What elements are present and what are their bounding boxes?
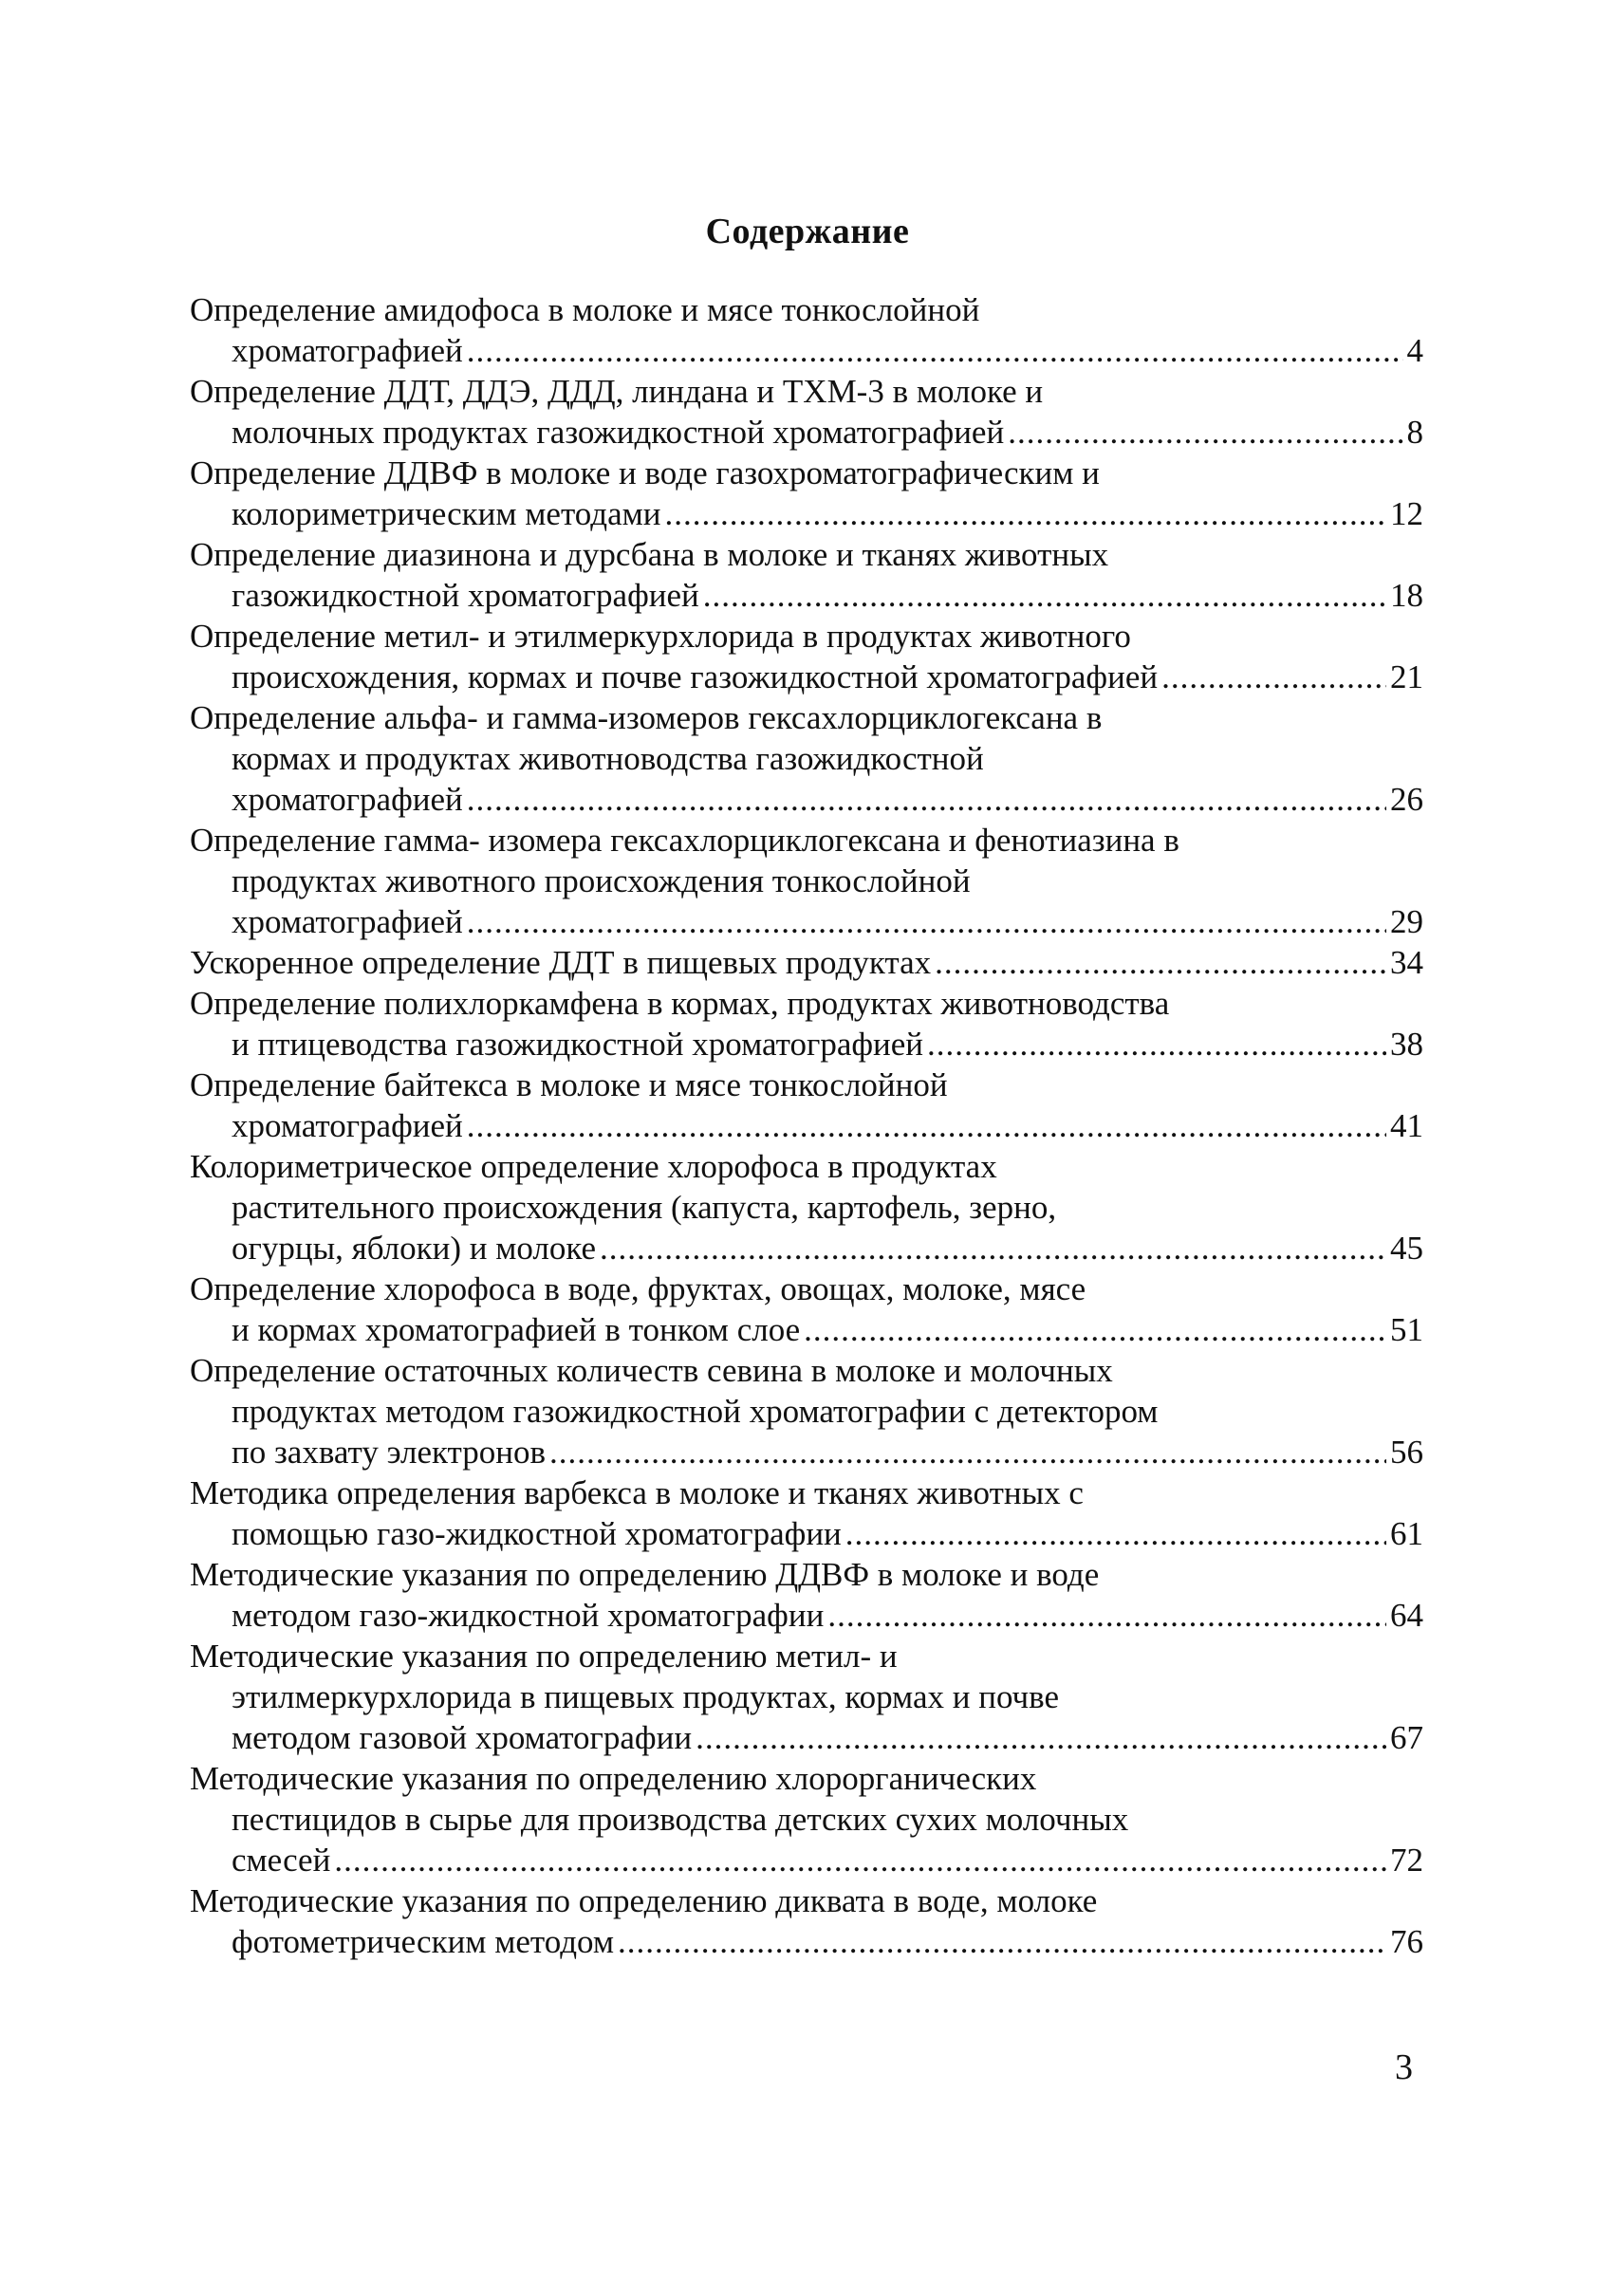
toc-entry-line: Определение остаточных количеств севина в молоке и молочных: [190, 1352, 1113, 1389]
dot-leader: [827, 1595, 1386, 1636]
toc-entry: [190, 371, 1423, 453]
toc-page-number: 41: [1390, 1107, 1423, 1144]
toc-entry-line: Методические указания по определению диквата в воде, молоке: [190, 1882, 1098, 1919]
toc-entry-line: хроматографией: [232, 903, 463, 940]
toc-entry: [190, 820, 1423, 942]
toc-entry-line: методом газовой хроматографии: [232, 1719, 693, 1756]
dot-leader: [1008, 412, 1402, 453]
toc-entry-line: Методические указания по определению ДДВФ в молоке и воде: [190, 1556, 1100, 1593]
toc-entry-line: растительного происхождения (капуста, картофель, зерно,: [232, 1189, 1057, 1226]
toc-entry: [190, 1554, 1423, 1636]
toc-entry: [190, 697, 1423, 820]
dot-leader: [467, 1105, 1386, 1146]
dot-leader: [549, 1432, 1386, 1472]
toc-entry: [190, 1268, 1423, 1350]
toc-entry-line: Определение ДДТ, ДДЭ, ДДД, линдана и ТХМ-3 в молоке и: [190, 373, 1044, 410]
table-of-contents: [190, 289, 1423, 1962]
toc-page-number: 51: [1390, 1311, 1423, 1348]
toc-entry-line: Методика определения варбекса в молоке и тканях животных с: [190, 1474, 1084, 1511]
page-number: 3: [1395, 2047, 1413, 2087]
dot-leader: [804, 1309, 1386, 1350]
toc-page-number: 8: [1406, 414, 1423, 451]
dot-leader: [467, 330, 1403, 371]
toc-entry: [190, 1065, 1423, 1146]
dot-leader: [935, 942, 1386, 983]
toc-entry-line: помощью газо-жидкостной хроматографии: [232, 1515, 842, 1552]
toc-entry-line: Определение ДДВФ в молоке и воде газохроматографическим и: [190, 454, 1100, 491]
toc-entry-line: Определение диазинона и дурсбана в молоке и тканях животных: [190, 536, 1109, 573]
dot-leader: [467, 779, 1386, 820]
toc-entry-line: пестицидов в сырье для производства детских сухих молочных: [232, 1801, 1129, 1838]
dot-leader: [845, 1513, 1386, 1554]
toc-entry: [190, 1472, 1423, 1554]
dot-leader: [334, 1840, 1386, 1880]
toc-entry: [190, 453, 1423, 534]
toc-page-number: 67: [1390, 1719, 1423, 1756]
dot-leader: [696, 1717, 1386, 1758]
toc-entry-line: Определение хлорофоса в воде, фруктах, овощах, молоке, мясе: [190, 1270, 1086, 1307]
toc-page-number: 29: [1390, 903, 1423, 940]
toc-entry-line: молочных продуктах газожидкостной хроматографией: [232, 414, 1005, 451]
toc-entry-line: хроматографией: [232, 332, 463, 369]
toc-entry-last-line: [190, 657, 1423, 697]
toc-entry-line: колориметрическим методами: [232, 495, 661, 532]
dot-leader: [1161, 657, 1386, 697]
dot-leader: [927, 1024, 1386, 1065]
toc-entry-last-line: [190, 1105, 1423, 1146]
toc-page-number: 12: [1390, 495, 1423, 532]
dot-leader: [665, 493, 1386, 534]
toc-entry-last-line: [190, 1024, 1423, 1065]
toc-entry-last-line: [190, 493, 1423, 534]
page-title: Содержание: [705, 212, 910, 251]
dot-leader: [703, 575, 1386, 616]
toc-entry-line: методом газо-жидкостной хроматографии: [232, 1597, 825, 1634]
toc-entry-last-line: [190, 1595, 1423, 1636]
toc-entry-line: продуктах животного происхождения тонкослойной: [232, 862, 971, 899]
toc-entry-line: Определение амидофоса в молоке и мясе тонкослойной: [190, 291, 980, 328]
toc-entry-line: и кормах хроматографией в тонком слое: [232, 1311, 801, 1348]
toc-entry-line: по захвату электронов: [232, 1434, 547, 1471]
toc-entry-line: продуктах методом газожидкостной хроматографии с детектором: [232, 1393, 1159, 1430]
toc-entry-last-line: [190, 1309, 1423, 1350]
toc-page-number: 61: [1390, 1515, 1423, 1552]
toc-entry-last-line: [190, 1717, 1423, 1758]
toc-entry-line: фотометрическим методом: [232, 1923, 614, 1960]
toc-entry-line: Ускоренное определение ДДТ в пищевых продуктах: [190, 944, 932, 981]
toc-entry-line: Определение полихлоркамфена в кормах, продуктах животноводства: [190, 985, 1170, 1022]
toc-entry-line: хроматографией: [232, 781, 463, 818]
toc-entry-last-line: [190, 1921, 1423, 1962]
toc-entry: [190, 1146, 1423, 1268]
toc-entry: [190, 289, 1423, 371]
toc-entry: [190, 616, 1423, 697]
toc-entry-line: Определение байтекса в молоке и мясе тонкослойной: [190, 1066, 948, 1103]
toc-entry-line: Определение метил- и этилмеркурхлорида в продуктах животного: [190, 618, 1131, 655]
toc-entry-line: происхождения, кормах и почве газожидкостной хроматографией: [232, 658, 1159, 695]
toc-page-number: 64: [1390, 1597, 1423, 1634]
toc-entry-line: хроматографией: [232, 1107, 463, 1144]
toc-entry-last-line: [190, 1228, 1423, 1268]
toc-entry-line: огурцы, яблоки) и молоке: [232, 1230, 597, 1267]
toc-entry-last-line: [190, 942, 1423, 983]
toc-entry-line: и птицеводства газожидкостной хроматографией: [232, 1026, 924, 1063]
toc-entry: [190, 534, 1423, 616]
toc-entry-line: Определение альфа- и гамма-изомеров гексахлорциклогексана в: [190, 699, 1103, 736]
toc-page-number: 72: [1390, 1842, 1423, 1879]
toc-entry-last-line: [190, 412, 1423, 453]
toc-page-number: 18: [1390, 577, 1423, 614]
toc-entry-line: Колориметрическое определение хлорофоса в продуктах: [190, 1148, 997, 1185]
toc-entry-line: Методические указания по определению метил- и: [190, 1638, 898, 1675]
toc-entry-line: Методические указания по определению хлорорганических: [190, 1760, 1037, 1797]
toc-page-number: 21: [1390, 658, 1423, 695]
toc-entry-line: газожидкостной хроматографией: [232, 577, 699, 614]
toc-entry-last-line: [190, 1840, 1423, 1880]
toc-page-number: 34: [1390, 944, 1423, 981]
toc-entry-last-line: [190, 575, 1423, 616]
toc-page-number: 45: [1390, 1230, 1423, 1267]
toc-entry-line: кормах и продуктах животноводства газожидкостной: [232, 740, 984, 777]
toc-entry-last-line: [190, 1432, 1423, 1472]
toc-page-number: 4: [1406, 332, 1423, 369]
toc-entry-last-line: [190, 779, 1423, 820]
toc-entry: [190, 1758, 1423, 1880]
toc-entry: [190, 1350, 1423, 1472]
toc-page-number: 56: [1390, 1434, 1423, 1471]
toc-entry: [190, 942, 1423, 983]
toc-entry-line: этилмеркурхлорида в пищевых продуктах, кормах и почве: [232, 1678, 1059, 1715]
toc-entry: [190, 1636, 1423, 1758]
toc-entry-line: Определение гамма- изомера гексахлорциклогексана и фенотиазина в: [190, 822, 1179, 859]
dot-leader: [618, 1921, 1386, 1962]
dot-leader: [467, 901, 1386, 942]
toc-entry-last-line: [190, 330, 1423, 371]
toc-page-number: 26: [1390, 781, 1423, 818]
toc-entry-last-line: [190, 901, 1423, 942]
dot-leader: [600, 1228, 1386, 1268]
toc-entry-line: смесей: [232, 1842, 331, 1879]
toc-entry: [190, 1880, 1423, 1962]
toc-page-number: 38: [1390, 1026, 1423, 1063]
toc-entry: [190, 983, 1423, 1065]
toc-page-number: 76: [1390, 1923, 1423, 1960]
toc-entry-last-line: [190, 1513, 1423, 1554]
